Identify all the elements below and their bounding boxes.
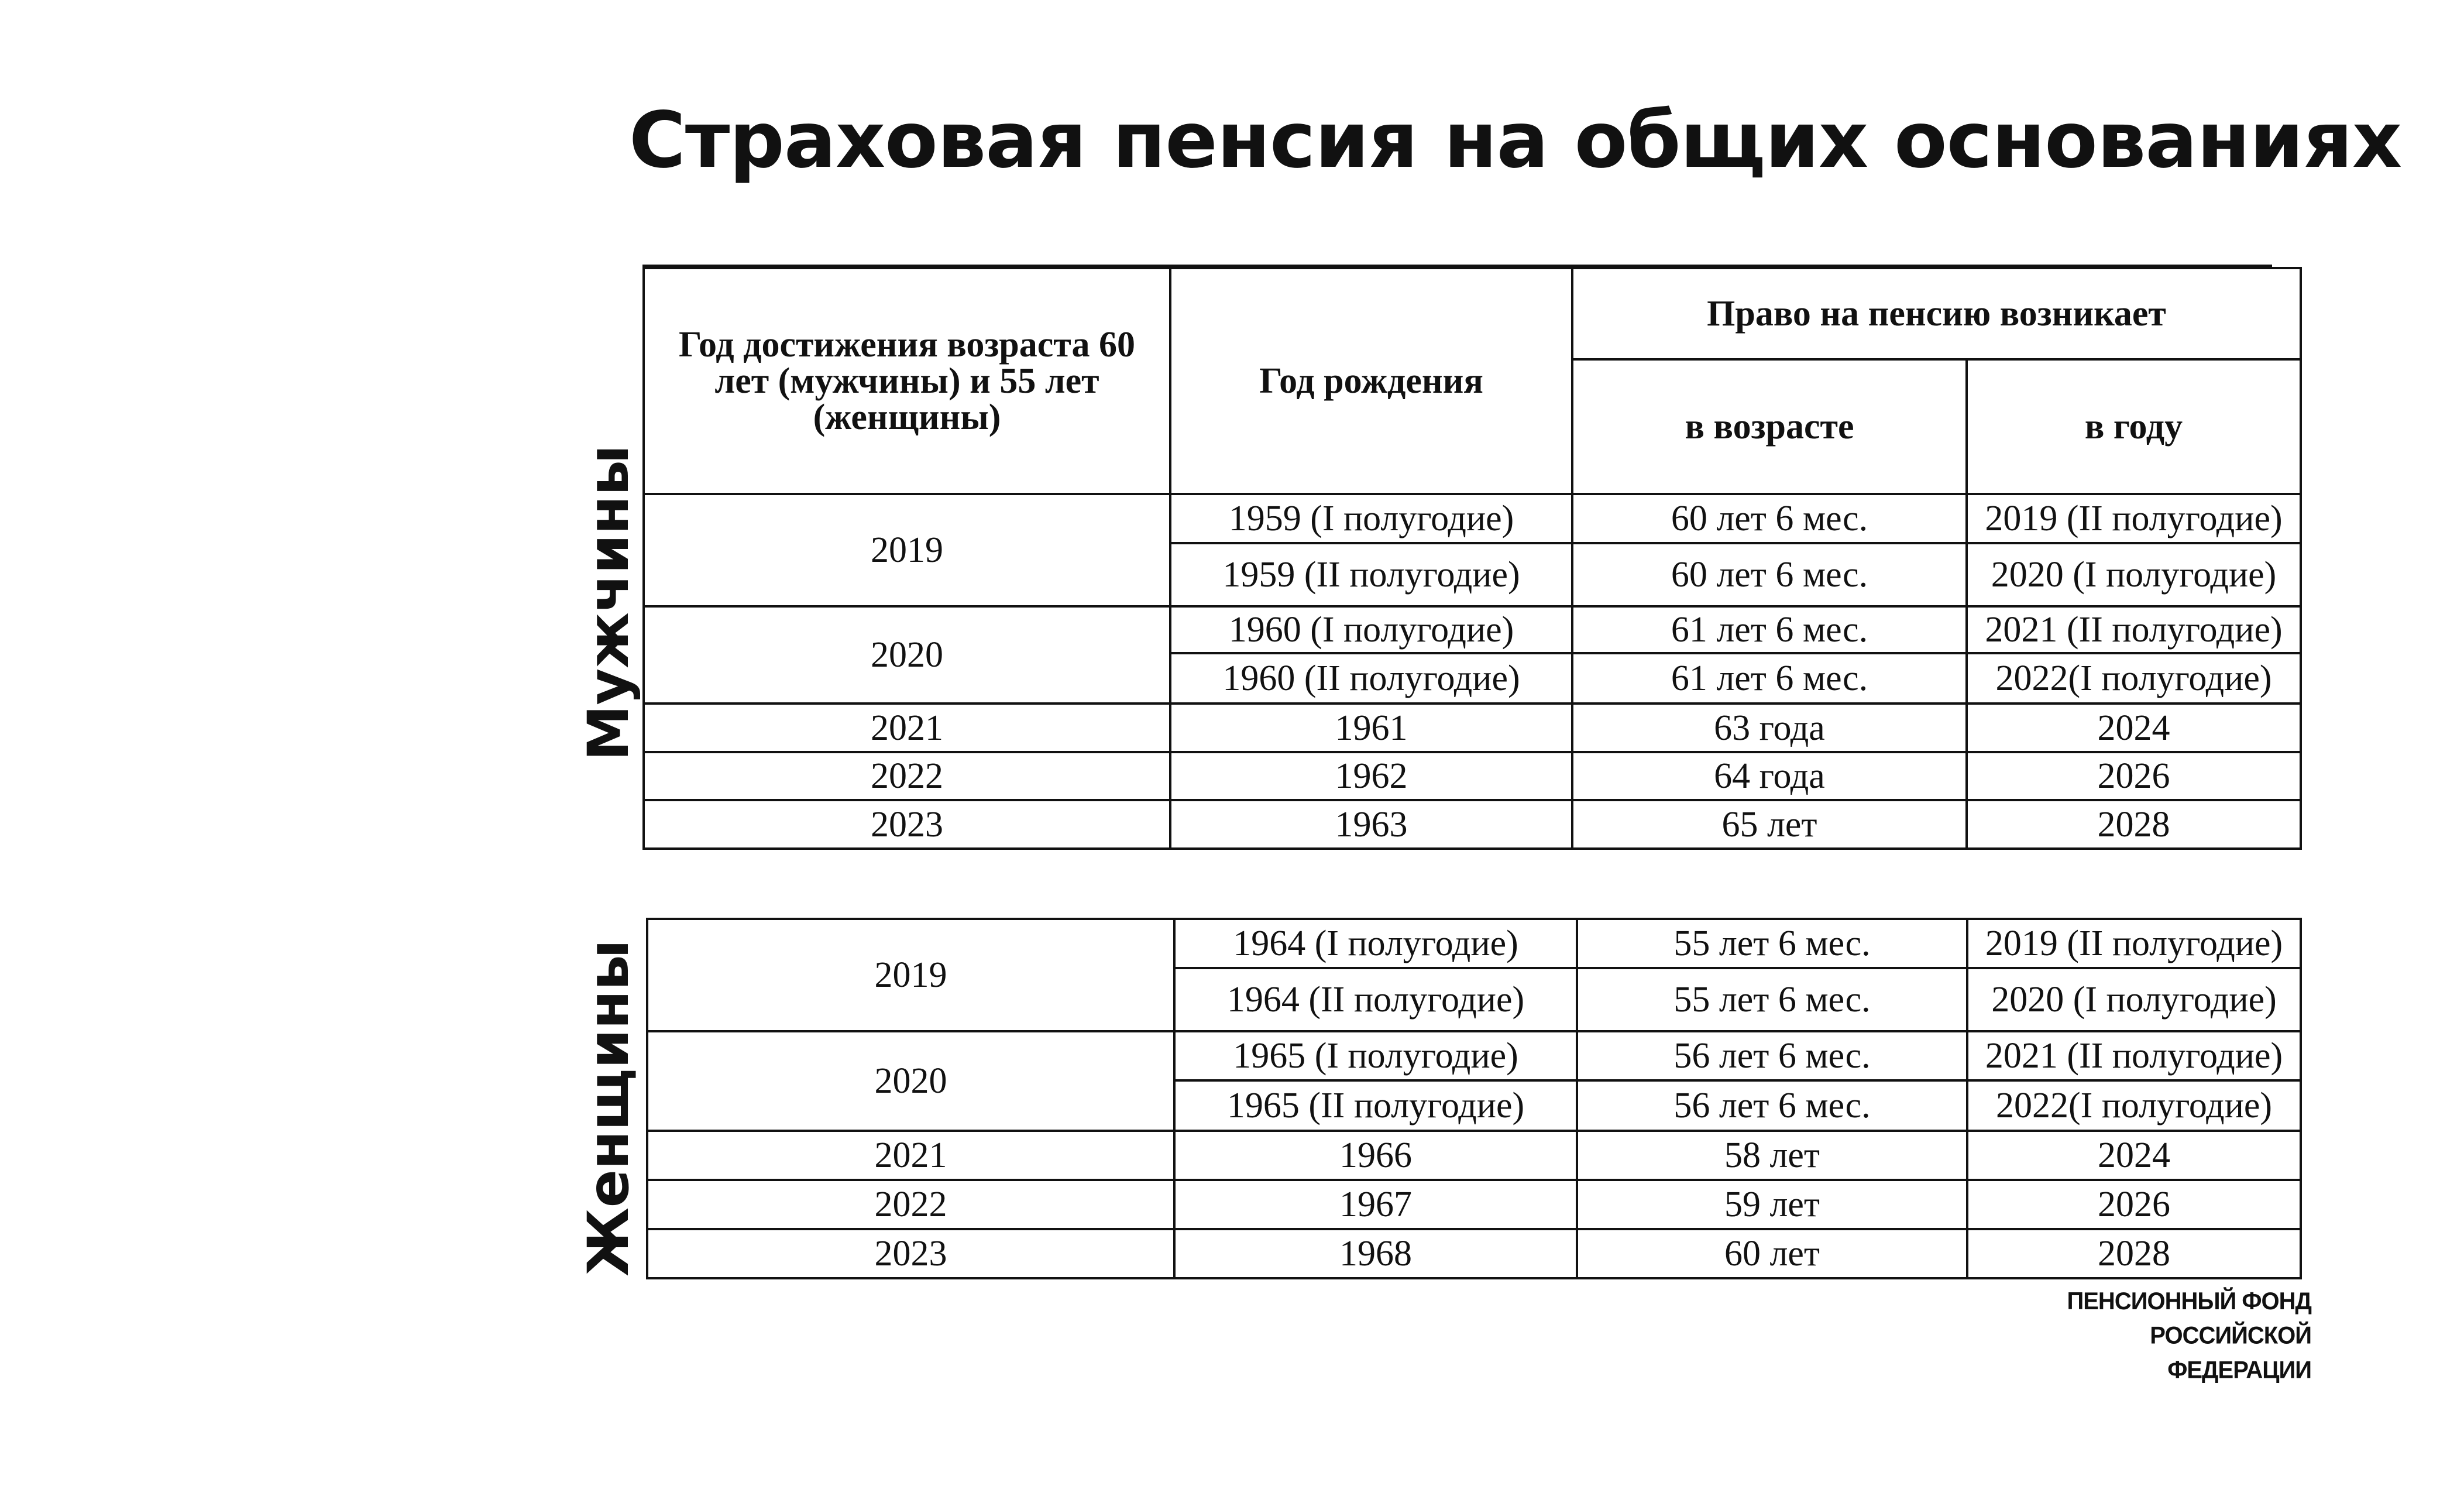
pension-year-cell: 2020 (I полугодие) [1967, 543, 2301, 606]
pension-year-cell: 2028 [1967, 1229, 2301, 1278]
age-cell: 60 лет 6 мес. [1572, 494, 1967, 543]
age-cell: 59 лет [1577, 1180, 1967, 1229]
birth-year-cell: 1967 [1174, 1180, 1577, 1229]
age-cell: 60 лет [1577, 1229, 1967, 1278]
pension-year-cell: 2028 [1967, 800, 2301, 849]
men-table [642, 267, 2302, 850]
birth-year-cell: 1964 (II полугодие) [1174, 968, 1577, 1031]
age-cell: 60 лет 6 мес. [1572, 543, 1967, 606]
header-year-reached: Год достижения возраста 60 лет (мужчины) и 55 лет (женщины) [644, 268, 1170, 494]
pfr-logo [2013, 1284, 2311, 1387]
year-reached-cell: 2019 [644, 494, 1170, 606]
pension-year-cell: 2024 [1967, 704, 2301, 752]
pension-year-cell: 2026 [1967, 752, 2301, 800]
header-pension-right: Право на пенсию возникает [1572, 268, 2301, 359]
page-title: Страховая пенсия на общих основаниях [629, 95, 2402, 186]
year-reached-cell: 2023 [644, 800, 1170, 849]
logo-line-1: ПЕНСИОННЫЙ ФОНД [2067, 1288, 2311, 1315]
table-row [647, 1131, 2301, 1180]
age-cell: 65 лет [1572, 800, 1967, 849]
age-cell: 55 лет 6 мес. [1577, 968, 1967, 1031]
table-row [644, 752, 2301, 800]
age-cell: 55 лет 6 мес. [1577, 919, 1967, 968]
header-birth-year: Год рождения [1170, 268, 1572, 494]
table-row [644, 606, 2301, 653]
pension-year-cell: 2021 (II полугодие) [1967, 1031, 2301, 1080]
birth-year-cell: 1960 (II полугодие) [1170, 653, 1572, 704]
birth-year-cell: 1963 [1170, 800, 1572, 849]
table-row [647, 919, 2301, 968]
year-reached-cell: 2022 [644, 752, 1170, 800]
age-cell: 64 года [1572, 752, 1967, 800]
age-cell: 58 лет [1577, 1131, 1967, 1180]
year-reached-cell: 2022 [647, 1180, 1174, 1229]
pension-year-cell: 2022(I полугодие) [1967, 653, 2301, 704]
pension-year-cell: 2020 (I полугодие) [1967, 968, 2301, 1031]
birth-year-cell: 1961 [1170, 704, 1572, 752]
birth-year-cell: 1968 [1174, 1229, 1577, 1278]
age-cell: 61 лет 6 мес. [1572, 606, 1967, 653]
header-age: в возрасте [1572, 359, 1967, 494]
table-row [644, 494, 2301, 543]
pension-year-cell: 2022(I полугодие) [1967, 1080, 2301, 1131]
age-cell: 63 года [1572, 704, 1967, 752]
age-cell: 56 лет 6 мес. [1577, 1031, 1967, 1080]
birth-year-cell: 1965 (II полугодие) [1174, 1080, 1577, 1131]
birth-year-cell: 1965 (I полугодие) [1174, 1031, 1577, 1080]
year-reached-cell: 2023 [647, 1229, 1174, 1278]
year-reached-cell: 2021 [644, 704, 1170, 752]
table-row [647, 1031, 2301, 1080]
pension-year-cell: 2026 [1967, 1180, 2301, 1229]
age-cell: 61 лет 6 мес. [1572, 653, 1967, 704]
year-reached-cell: 2020 [647, 1031, 1174, 1131]
table-row [647, 1229, 2301, 1278]
logo-line-2: РОССИЙСКОЙ ФЕДЕРАЦИИ [2150, 1322, 2311, 1384]
pension-year-cell: 2019 (II полугодие) [1967, 919, 2301, 968]
birth-year-cell: 1962 [1170, 752, 1572, 800]
birth-year-cell: 1966 [1174, 1131, 1577, 1180]
table-row [647, 1180, 2301, 1229]
pension-year-cell: 2024 [1967, 1131, 2301, 1180]
header-pension-year: в году [1967, 359, 2301, 494]
year-reached-cell: 2019 [647, 919, 1174, 1031]
table-row [644, 704, 2301, 752]
birth-year-cell: 1960 (I полугодие) [1170, 606, 1572, 653]
birth-year-cell: 1959 (II полугодие) [1170, 543, 1572, 606]
pension-year-cell: 2021 (II полугодие) [1967, 606, 2301, 653]
women-table [646, 918, 2302, 1279]
birth-year-cell: 1964 (I полугодие) [1174, 919, 1577, 968]
year-reached-cell: 2021 [647, 1131, 1174, 1180]
pension-year-cell: 2019 (II полугодие) [1967, 494, 2301, 543]
table-row [644, 800, 2301, 849]
men-section-label: Мужчины [576, 445, 641, 761]
birth-year-cell: 1959 (I полугодие) [1170, 494, 1572, 543]
women-section-label: Женщины [576, 939, 641, 1276]
age-cell: 56 лет 6 мес. [1577, 1080, 1967, 1131]
year-reached-cell: 2020 [644, 606, 1170, 704]
